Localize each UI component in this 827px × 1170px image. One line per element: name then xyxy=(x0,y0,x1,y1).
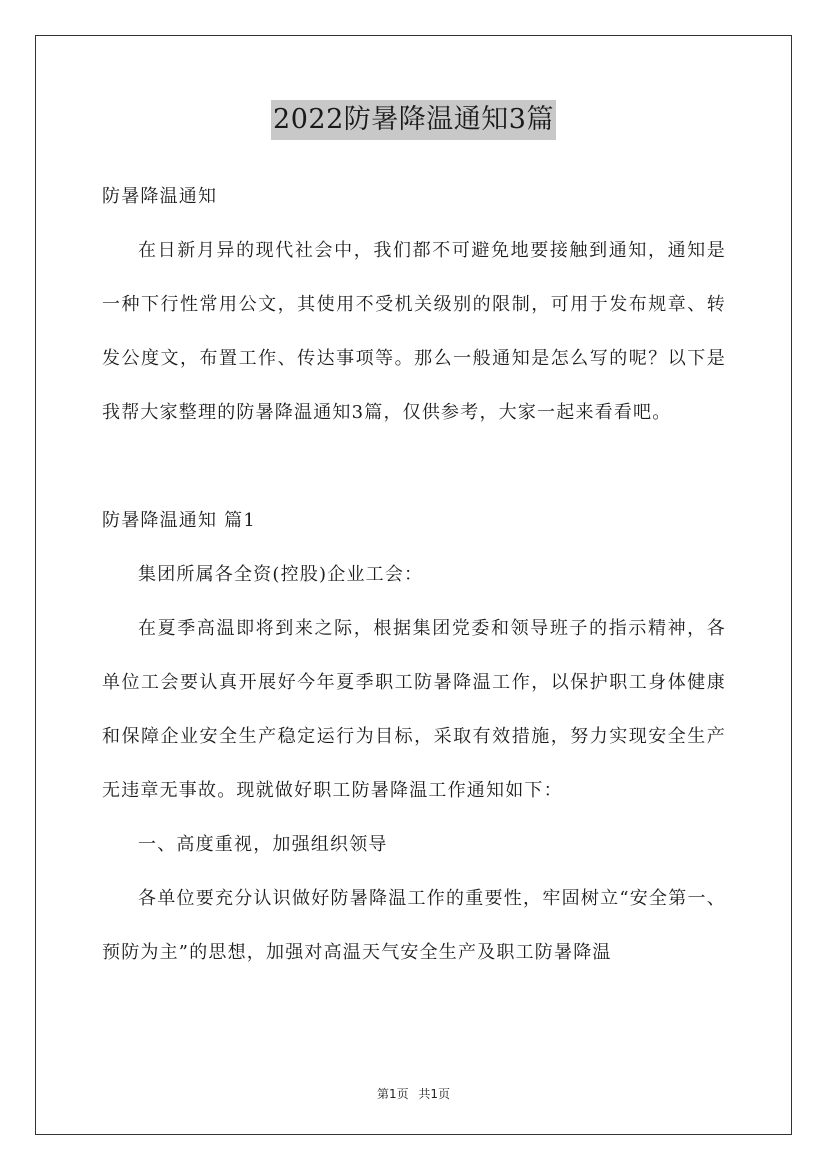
body-paragraph: 各单位要充分认识做好防暑降温工作的重要性，牢固树立“安全第一、预防为主”的思想，加强对高温天气安全生产及职工防暑降温 xyxy=(102,888,726,963)
page-footer xyxy=(0,1085,827,1102)
page-total: 共1页 xyxy=(418,1087,451,1101)
salutation: 集团所属各全资(控股)企业工会： xyxy=(138,564,424,585)
subheading: 一、高度重视，加强组织领导 xyxy=(138,834,388,855)
title-container xyxy=(0,100,827,140)
document-title: 2022防暑降温通知3篇 xyxy=(271,100,556,140)
section-heading: 防暑降温通知 xyxy=(102,186,218,207)
paragraph-spacer xyxy=(102,440,726,494)
body-paragraph: 在夏季高温即将到来之际，根据集团党委和领导班子的指示精神，各单位工会要认真开展好今年夏季职工防暑降温工作，以保护职工身体健康和保障企业安全生产稳定运行为目标，采取有效措施，努力实现安全生产无违章无事故。现就做好职工防暑降温工作通知如下： xyxy=(102,618,726,801)
page-number: 第1页 xyxy=(376,1087,409,1101)
document-body xyxy=(102,170,726,980)
section-heading: 防暑降温通知 篇1 xyxy=(102,510,256,531)
intro-paragraph: 在日新月异的现代社会中，我们都不可避免地要接触到通知，通知是一种下行性常用公文，其使用不受机关级别的限制，可用于发布规章、转发公度文，布置工作、传达事项等。那么一般通知是怎么写的呢？以下是我帮大家整理的防暑降温通知3篇，仅供参考，大家一起来看看吧。 xyxy=(102,240,726,423)
